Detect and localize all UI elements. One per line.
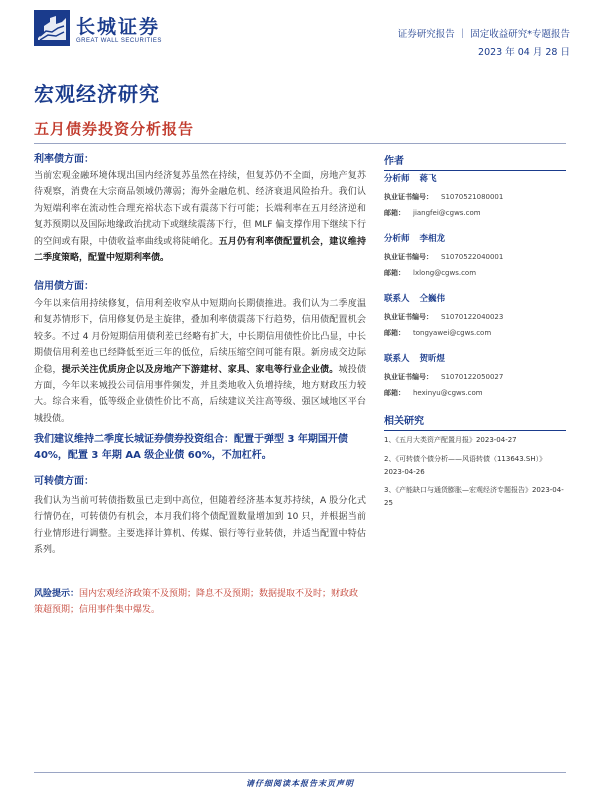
report-date: 2023 年 04 月 28 日 [478,47,570,58]
related-heading: 相关研究 [384,412,566,431]
related-item-1[interactable]: 1、《五月大类资产配置月报》2023-04-27 [384,436,517,444]
section-title: 宏观经济研究 [34,82,160,106]
author-1-role: 分析师 蒋飞 [384,174,437,184]
risk-warning [34,586,366,618]
author-4-role: 联系人 贺昕煜 [384,354,446,364]
interest-paragraph [34,168,366,266]
author-3-email[interactable]: 邮箱： tongyawei@cgws.com [384,329,492,337]
related-item-3[interactable]: 3、《产能缺口与通货膨胀—宏观经济专题报告》2023-04-25 [384,486,564,507]
interest-heading: 利率债方面： [34,154,94,165]
title-divider [34,143,566,144]
author-4-email[interactable]: 邮箱： hexinyu@cgws.com [384,389,483,397]
author-3-cert: 执业证书编号： S1070122040023 [384,313,504,321]
portfolio-recommendation: 我们建议维持二季度长城证券债券投资组合：配置于弹型 3 年期国开债 40%，配置 3 年期 AA 级企业债 60%，不加杠杆。 [34,434,348,461]
author-4-name: 贺昕煜 [419,354,446,364]
author-2-cert: 执业证书编号： S1070522040001 [384,253,504,261]
great-wall-logo-icon [34,10,70,46]
interest-emphasis: 五月仍有利率债配置机会，建议维持二季度策略，配置中短期利率债。 [34,236,366,264]
author-3-name: 仝巍伟 [419,294,446,304]
company-logo [34,10,174,54]
credit-heading: 信用债方面： [34,281,94,292]
related-item-2[interactable]: 2、《可转债个债分析——风语转债（113643.SH）》2023-04-26 [384,455,547,476]
convertible-heading: 可转债方面： [34,476,94,487]
credit-paragraph [34,296,366,427]
author-3-role: 联系人 仝巍伟 [384,294,446,304]
credit-emphasis: 提示关注优质房企以及房地产下游建材、家具、家电等行业企业债。 [61,364,339,375]
footer-disclaimer: 请仔细阅读本报告末页声明 [246,779,354,788]
author-2-role: 分析师 李相龙 [384,234,446,244]
risk-label: 风险提示： [34,589,80,599]
author-2-email[interactable]: 邮箱： lxlong@cgws.com [384,269,477,277]
logo-name-cn: 长城证券 [76,16,161,38]
author-2-name: 李相龙 [419,234,446,244]
interest-text: 当前宏观金融环境体现出国内经济复苏虽然在持续，但复苏仍不全面，房地产复苏待观察，消费在大宗商品领域仍薄弱；海外金融危机、经济衰退风险抬升。我们认为短端利率在流动性合理充裕状态下或有震荡下行可能；长端利率在五月经济逆和复苏预期以及国际地缘政治扰动下或继续震荡下行，但 MLF 偏支撑作用下继续下行的空间或有限，中债收益率曲线或将陡峭化。 [34,171,366,247]
logo-name-en: GREAT WALL SECURITIES [76,38,162,44]
convertible-paragraph: 我们认为当前可转债指数虽已走到中高位，但随着经济基本复苏持续，A 股分化式行情仍在，可转债仍有机会，本月我们将个债配置数量增加到 10 只，并根据当前行业情形进行调整。主要选择计算机、传媒、银行等行业转债，并适当配置中特估系列。 [34,496,366,556]
report-category: 证券研究报告 ｜ 固定收益研究*专题报告 [397,29,570,40]
author-1-cert: 执业证书编号： S1070521080001 [384,193,504,201]
author-1-name: 蒋飞 [419,174,437,184]
report-header [0,0,600,62]
authors-heading: 作者 [384,152,566,171]
footer-divider [34,772,566,773]
risk-text: 国内宏观经济政策不及预期；降息不及预期；数据提取不及时；财政政策超预期；信用事件集中爆发。 [34,589,359,615]
credit-text-2: 城投债方面，今年以来城投公司信用事件频发，并且类地收入负增持续，地方财政压力较大。综合来看，低等级企业债性价比不高，后续建议关注高等级、强区域地区平台城投债。 [34,364,366,424]
author-1-email[interactable]: 邮箱： jiangfei@cgws.com [384,209,481,217]
author-4-cert: 执业证书编号： S1070122050027 [384,373,504,381]
report-title: 五月债券投资分析报告 [34,120,195,138]
credit-text-1: 今年以来信用持续修复，信用利差收窄从中短期向长期债推进。我们认为二季度温和复苏情形下，信用修复仍是主旋律，叠加利率债震荡下行趋势，信用债配置机会较多。不过 4 月份短期信用债利差已经略有扩大，中长期信用债性价比凸显，中长期债信用利差也已经降低至近三年的低位，后续压缩空间可能有限。新房成交边际企稳， [34,299,366,375]
